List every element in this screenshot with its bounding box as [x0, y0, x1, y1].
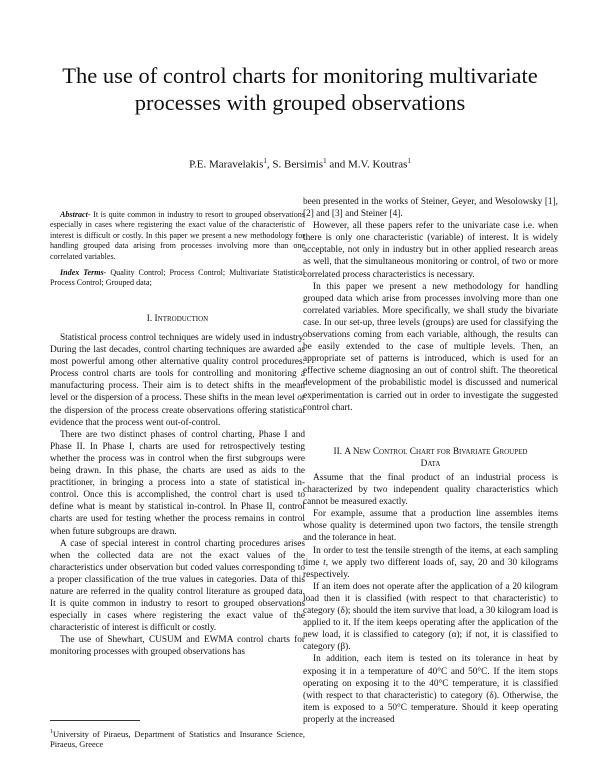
abstract-label: Abstract- — [60, 210, 91, 219]
section-heading-introduction — [50, 313, 305, 325]
footnote-mark: 1 — [50, 729, 53, 735]
footnote — [50, 727, 305, 750]
paragraph: However, all these papers refer to the univariate case i.e. when there is only one characteristic (variable) of interest. It is widely acceptable, not only in industry but in other applied research areas as well, that the simultaneous monitoring or control, of two or more correlated process characteristics is necessary. — [303, 221, 558, 280]
paragraph: been presented in the works of Steiner, Geyer, and Wesolowsky [1], [2] and [3] and Steiner [4]. — [303, 197, 558, 220]
paragraph: In addition, each item is tested on its tolerance in heat by exposing it in a temperature of 40°C and 50°C. If the item stops operating on exposing it to the 40°C temperature, it is classified (with respect to that characteristic) to category (δ). Otherwise, the item is exposed to a 50°C temperature. Should it keep operating properly at the increased — [303, 654, 558, 725]
section-title-continued: Data — [420, 459, 441, 469]
author-separator: and — [326, 158, 348, 171]
paragraph: Statistical process control techniques are widely used in industry. During the last decades, control charting techniques are awarded as most powerful among other alternative quality control procedures. Process control charts are tools for controlling and monitoring a manufacturing process. Their aim is to detect shifts in the mean level or the dispersion of a process. These shifts in the mean level or the dispersion of the process create observations offering statistical evidence that the process went out-of-control. — [50, 333, 305, 428]
paragraph: For example, assume that a production line assembles items whose quality is determined upon two factors, the tensile strength and the tolerance in heat. — [303, 509, 558, 544]
section-title: A New Control Chart for Bivariate Grouped — [344, 447, 528, 457]
paragraph: Assume that the final product of an industrial process is characterized by two independent quality characteristics which cannot be measured exactly. — [303, 473, 558, 508]
author-separator: , — [266, 158, 273, 171]
author-name: S. Bersimis — [272, 158, 324, 171]
paragraph — [303, 545, 558, 581]
affiliation-mark: 1 — [407, 157, 411, 165]
affiliation-mark: 1 — [323, 157, 327, 165]
footnote-divider — [50, 720, 140, 721]
paragraph: The use of Shewhart, CUSUM and EWMA control charts for monitoring processes with grouped observations has — [50, 635, 305, 658]
index-terms-text: Quality Control; Process Control; Multivariate Statistical Process Control; Grouped data; — [50, 268, 305, 288]
paragraph: A case of special interest in control charting procedures arises when the collected data are not the exact values of the characteristics under observation but coded values corresponding to a proper classification of the true values in categories. Data of this nature are referred in the quality control literature as grouped data. It is quite common in industry to resort to grouped observations especially in cases where registering the exact value of the characteristic of interest is difficult or costly. — [50, 538, 305, 634]
italic-variable: t — [323, 557, 326, 568]
footnote-text: University of Piraeus, Department of Statistics and Insurance Science, Piraeus, Greece — [50, 728, 305, 750]
section-number: I. — [146, 314, 153, 324]
section-title: Introduction — [154, 314, 209, 324]
author-name: P.E. Maravelakis — [189, 158, 264, 171]
author-name: M.V. Koutras — [347, 158, 408, 171]
paragraph: If an item does not operate after the application of a 20 kilogram load then it is classified (with respect to that characteristic) to category (δ); should the item survive that load, a 30 kilogram load is applied to it. If the item keeps operating after the application of the new load, it is classified to category (α); if not, it is classified to category (β). — [303, 581, 558, 653]
paper-title: The use of control charts for monitoring multivariate processes with grouped observations — [62, 63, 538, 115]
affiliation-mark: 1 — [263, 157, 267, 165]
text-run: , we apply two different loads of, say, 20 and 30 kilograms respectively. — [303, 557, 558, 580]
abstract — [50, 210, 305, 262]
index-terms — [50, 268, 305, 289]
right-column-section2-body — [303, 472, 558, 726]
section-heading-new-control-chart — [303, 446, 558, 470]
author-line — [60, 157, 540, 171]
index-terms-label: Index Terms- — [60, 268, 107, 277]
right-column-intro — [303, 196, 558, 414]
paragraph: There are two distinct phases of control charting, Phase I and Phase II. In Phase I, charts are used for retrospectively testing whether the process was in control when the first subgroups were being drawn. In this phase, the charts are used as aids to the practitioner, in bringing a process into a state of statistical in-control. Once this is accomplished, the control chart is used to define what is meant by statistical in-control. In Phase II, control charts are used for testing whether the process remains in control when future subgroups are drawn. — [50, 429, 305, 537]
text-run: In order to test the tensile strength of the items, at each sampling time — [303, 545, 558, 568]
abstract-text: It is quite common in industry to resort to grouped observations especially in cases where registering the exact value of the characteristic of interest is difficult or costly. In this paper we present a new methodology for handling grouped data arising from processes involving more than one correlated variables. — [50, 210, 305, 261]
paragraph: In this paper we present a new methodology for handling grouped data which arise from processes involving more than one correlated variables. More specifically, we shall study the bivariate case. In our set-up, three levels (groups) are used for classifying the observations coming from each variable, although, the results can be easily extended to the case of multiple levels. Then, an appropriate set of patterns is introduced, which is used for an effective scheme diagnosing an out of control shift. The theoretical development of the probabilistic model is discussed and numerical experimentation is carried out in order to investigate the suggested control chart. — [303, 281, 558, 413]
section-number: II. — [333, 447, 343, 457]
left-column-body — [50, 332, 305, 659]
